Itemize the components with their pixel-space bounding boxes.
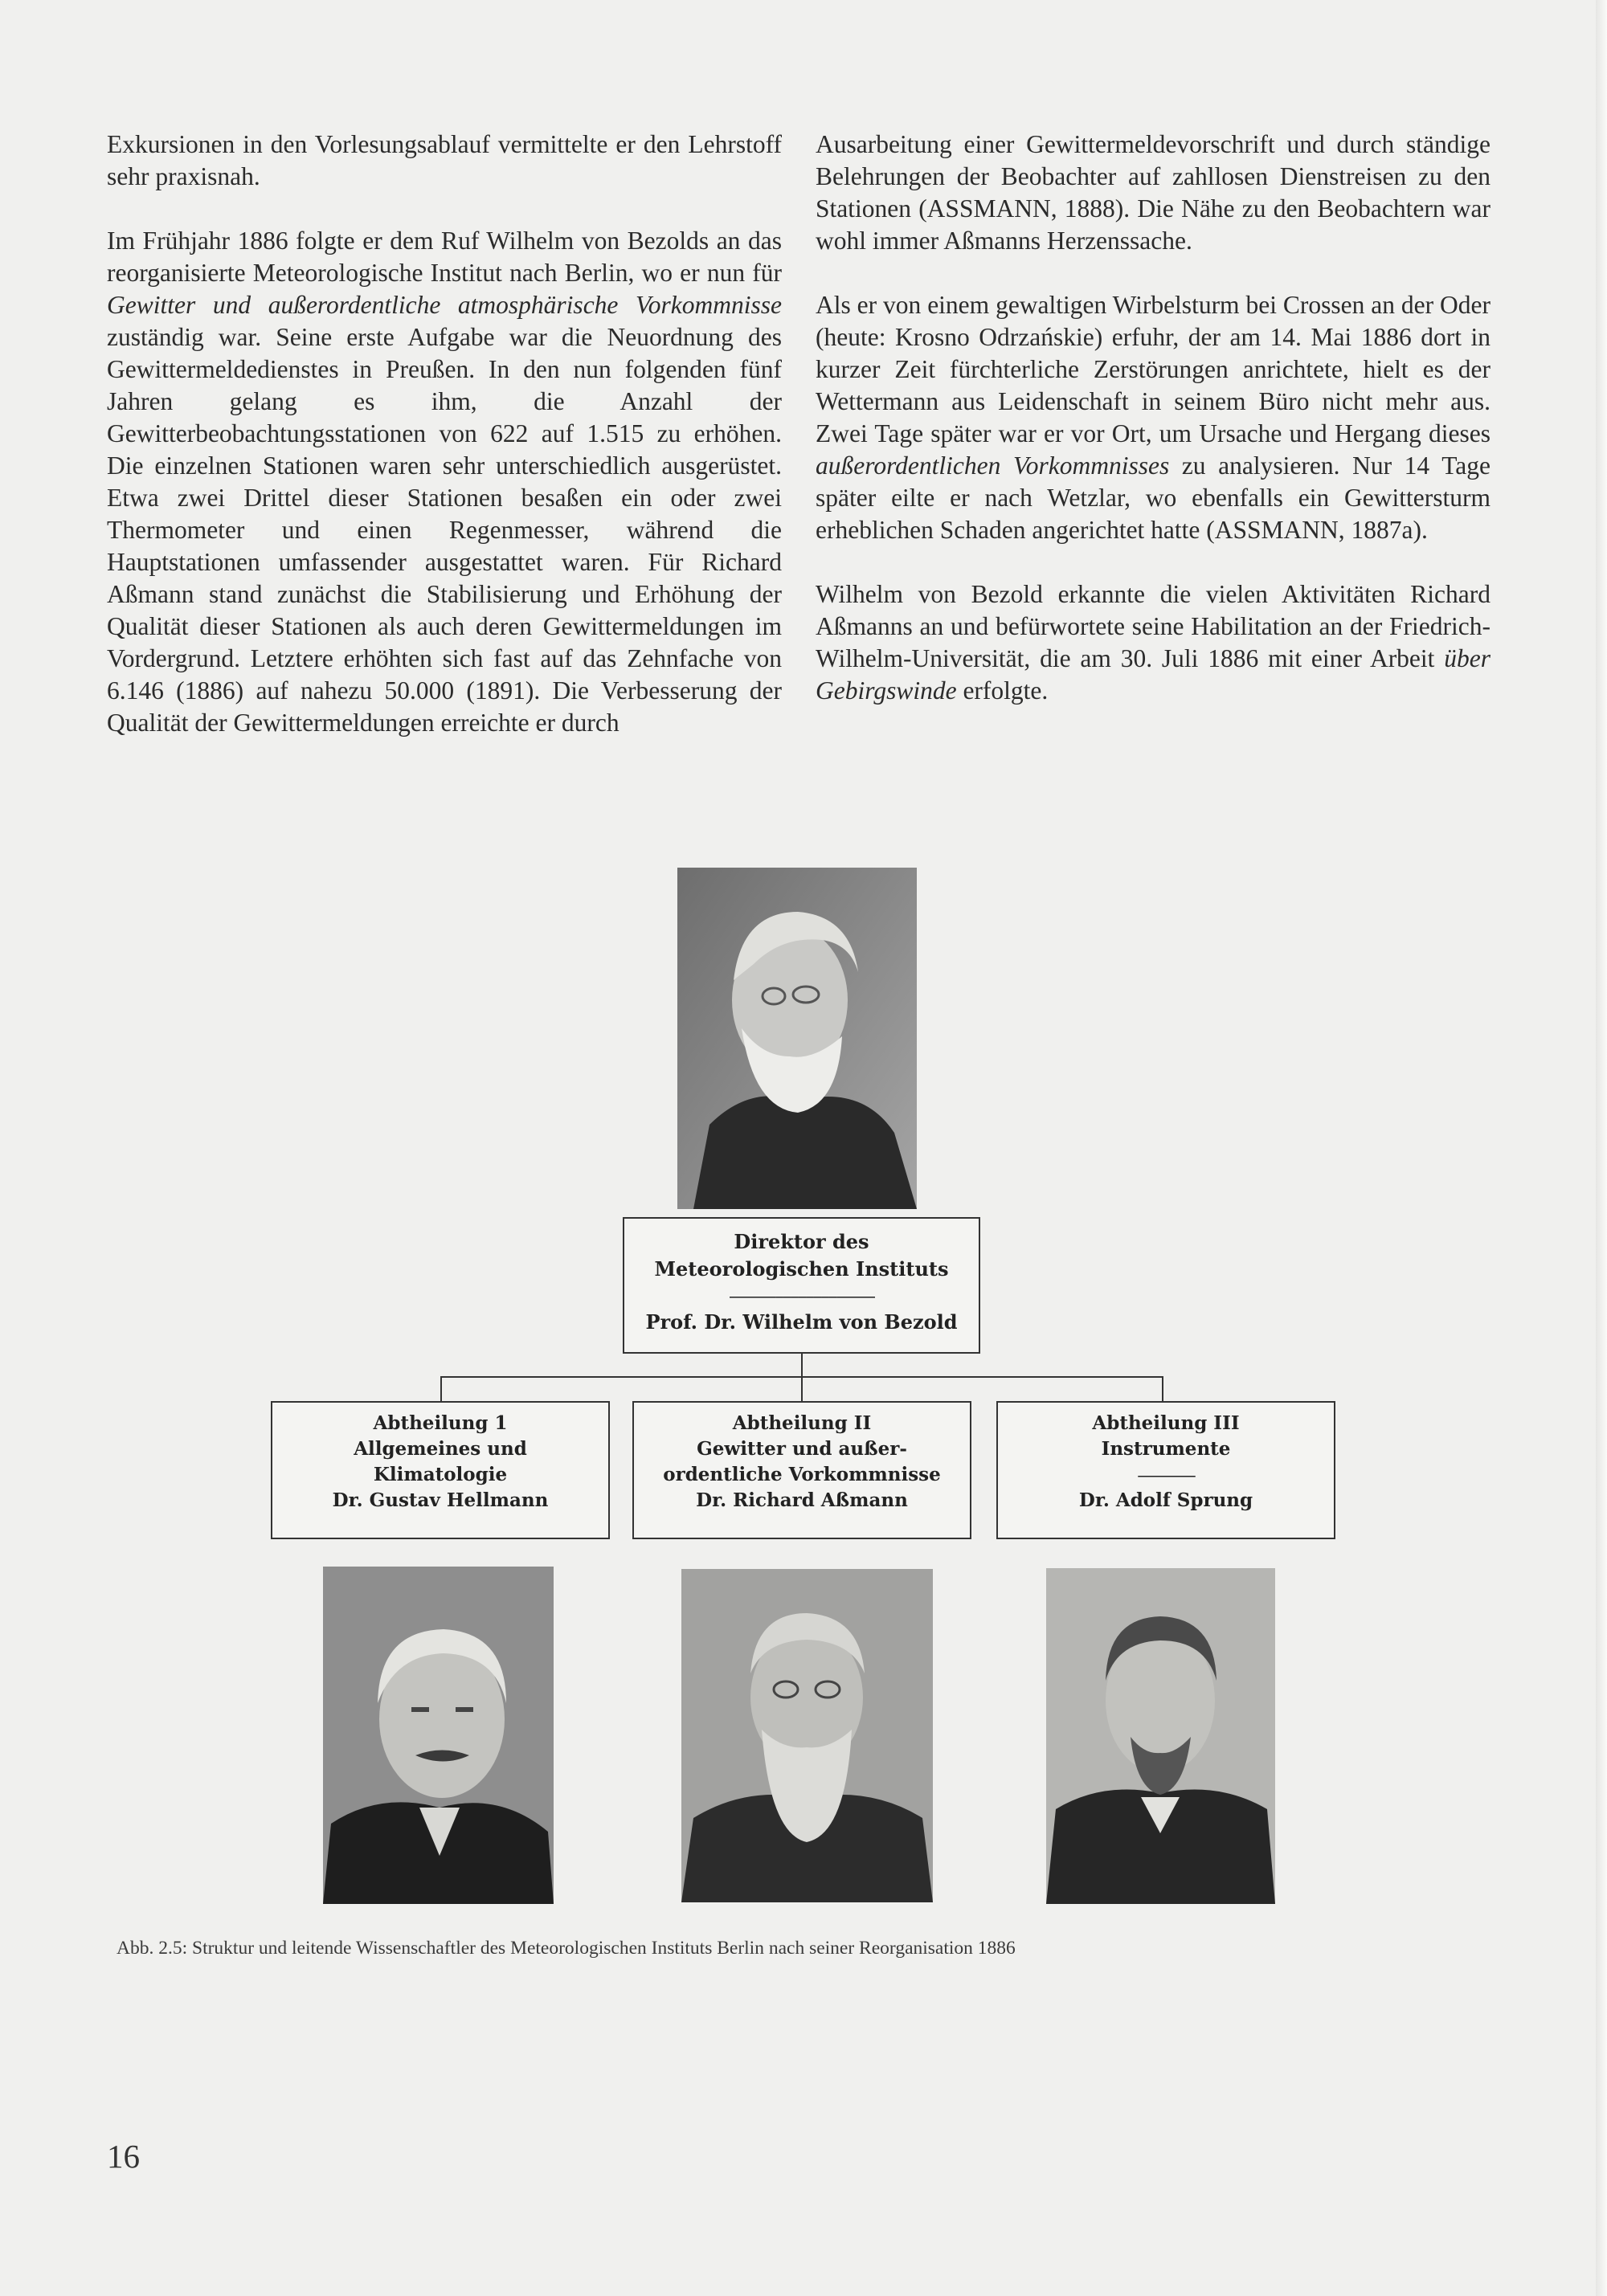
- right-paragraph-2: [816, 289, 1490, 546]
- dept1-line3: Klimatologie: [373, 1464, 508, 1485]
- connector-vertical-top: [801, 1354, 803, 1376]
- dept3-line2: Instrumente: [1101, 1438, 1231, 1460]
- org-box-department-2: [632, 1401, 971, 1539]
- portrait-sprung: [1046, 1568, 1275, 1904]
- director-separator: --------------------------------------: [729, 1286, 874, 1305]
- page-edge-shadow: [1596, 0, 1607, 2296]
- right-paragraph-1: Ausarbeitung einer Gewittermeldevorschrift und durch ständige Belehrungen der Beobachter auf zahllosen Dienstreisen zu den Stationen (ASSMANN, 1888). Die Nähe zu den Beobachtern war wohl immer Aßmanns Herzenssache.: [816, 130, 1490, 255]
- left-p2-italic: Gewitter und außerordentliche atmosphärische Vorkommnisse: [107, 291, 782, 319]
- director-title-line2: Meteorologischen Instituts: [654, 1257, 949, 1281]
- connector-middle-drop: [801, 1376, 803, 1401]
- figure-caption: Abb. 2.5: Struktur und leitende Wissenschaftler des Meteorologischen Instituts Berlin nach seiner Reorganisation 1886: [117, 1938, 1016, 1959]
- right-p2-text-a: Als er von einem gewaltigen Wirbelsturm bei Crossen an der Oder (heute: Krosno Odrzańskie) erfuhr, der am 14. Mai 1886 dort in kurzer Zeit fürchterliche Zerstörungen anrichtete, hielt es der Wettermann aus Leidenschaft in seinem Büro nicht mehr aus. Zwei Tage später war er vor Ort, um Ursache und Hergang dieses: [816, 291, 1490, 447]
- dept2-line1: Abtheilung II: [732, 1412, 872, 1434]
- dept2-line2: Gewitter und außer-: [697, 1438, 907, 1460]
- page-number: 16: [107, 2138, 140, 2175]
- left-paragraph-1: Exkursionen in den Vorlesungsablauf vermittelte er den Lehrstoff sehr praxisnah.: [107, 130, 782, 190]
- left-text-column: [107, 129, 782, 771]
- connector-left-drop: [440, 1376, 442, 1401]
- right-p2-italic: außerordentlichen Vorkommnisses: [816, 451, 1170, 480]
- right-p3-italic: über Gebirgswinde: [816, 644, 1490, 705]
- right-text-column: [816, 129, 1490, 739]
- dept3-line3: ---------------: [1137, 1465, 1195, 1485]
- left-paragraph-2: [107, 225, 782, 739]
- portrait-assmann: [681, 1569, 933, 1902]
- dept2-line3: ordentliche Vorkommnisse: [663, 1464, 941, 1485]
- right-p3-text-b: erfolgte.: [956, 676, 1049, 705]
- dept3-line1: Abtheilung III: [1092, 1412, 1240, 1434]
- org-box-director: [623, 1217, 980, 1354]
- connector-right-drop: [1162, 1376, 1163, 1401]
- director-name: Prof. Dr. Wilhelm von Bezold: [645, 1310, 958, 1334]
- portrait-hellmann: [323, 1567, 554, 1904]
- director-title-line1: Direktor des: [734, 1230, 869, 1253]
- left-p2-text-a: Im Frühjahr 1886 folgte er dem Ruf Wilhelm von Bezolds an das reorganisierte Meteorologische Institut nach Berlin, wo er nun für: [107, 227, 782, 287]
- right-p2-text-b: zu analysieren. Nur 14 Tage später eilte er nach Wetzlar, wo ebenfalls ein Gewittersturm erheblichen Schaden angerichtet hatte (ASSMANN, 1887a).: [816, 451, 1490, 544]
- org-box-department-1: [271, 1401, 610, 1539]
- right-p3-text-a: Wilhelm von Bezold erkannte die vielen Aktivitäten Richard Aßmanns an und befürwortete seine Habilitation an der Friedrich-Wilhelm-Universität, die am 30. Juli 1886 mit einer Arbeit: [816, 580, 1490, 672]
- org-box-department-3: [996, 1401, 1335, 1539]
- dept1-line2: Allgemeines und: [354, 1438, 527, 1460]
- dept1-line1: Abtheilung 1: [373, 1412, 508, 1434]
- dept3-name: Dr. Adolf Sprung: [1078, 1489, 1253, 1511]
- dept2-name: Dr. Richard Aßmann: [696, 1489, 908, 1511]
- right-paragraph-3: [816, 578, 1490, 707]
- dept1-name: Dr. Gustav Hellmann: [332, 1489, 549, 1511]
- left-p2-text-b: zuständig war. Seine erste Aufgabe war die Neuordnung des Gewittermeldedienstes in Preußen. In den nun folgenden fünf Jahren gelang es ihm, die Anzahl der Gewitterbeobachtungsstationen von 622 auf 1.515 zu erhöhen. Die einzelnen Stationen waren sehr unterschiedlich ausgerüstet. Etwa zwei Drittel dieser Stationen besaßen ein oder zwei Thermometer und einen Regenmesser, während die Hauptstationen umfassender ausgestattet waren. Für Richard Aßmann stand zunächst die Stabilisierung und Erhöhung der Qualität dieser Stationen als auch deren Gewittermeldungen im Vordergrund. Letztere erhöhten sich fast auf das Zehnfache von 6.146 (1886) auf nahezu 50.000 (1891). Die Verbesserung der Qualität der Gewittermeldungen erreichte er durch: [107, 323, 782, 737]
- portrait-bezold: [677, 868, 917, 1209]
